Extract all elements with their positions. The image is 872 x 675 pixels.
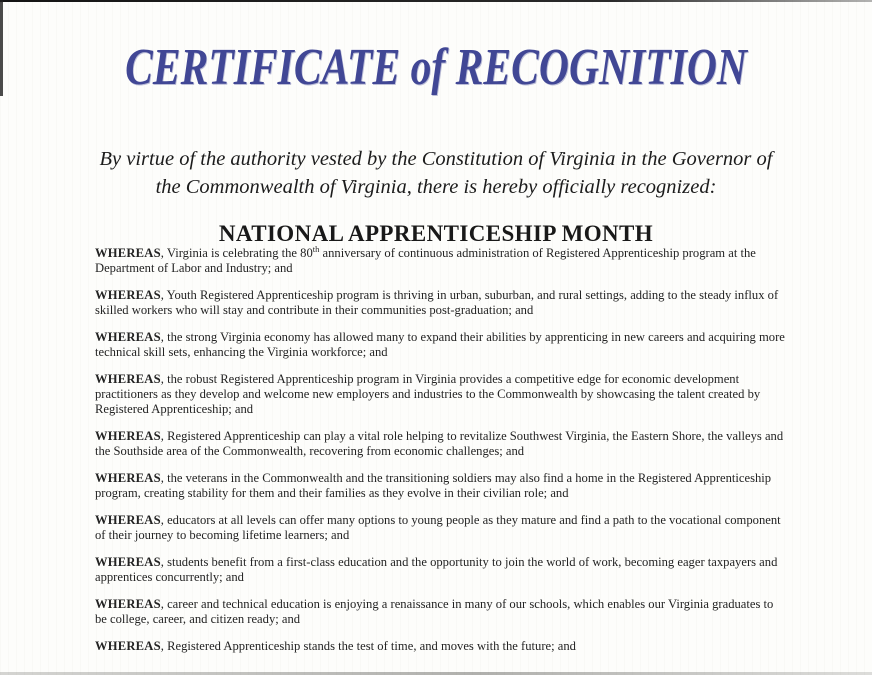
preamble bbox=[0, 145, 872, 201]
whereas-paragraph: WHEREAS, the strong Virginia economy has allowed many to expand their abilities by apprenticing in new careers and acquiring more technical skill sets, enhancing the Virginia workforce; and bbox=[95, 330, 785, 359]
whereas-paragraph: WHEREAS, the veterans in the Commonwealth and the transitioning soldiers may also find a home in the Registered Apprenticeship program, creating stability for them and their families as they evolve in their civilian role; and bbox=[95, 471, 772, 500]
whereas-paragraph: WHEREAS, career and technical education is enjoying a renaissance in many of our schools, which enables our Virginia graduates to be college, career, and citizen ready; and bbox=[95, 597, 774, 626]
whereas-lead: WHEREAS bbox=[95, 513, 161, 527]
whereas-paragraph: WHEREAS, students benefit from a first-class education and the opportunity to join the world of work, becoming eager taxpayers and apprentices concurrently; and bbox=[95, 555, 778, 584]
recognition-heading: NATIONAL APPRENTICESHIP MONTH bbox=[218, 221, 654, 247]
whereas-lead: WHEREAS bbox=[95, 246, 161, 260]
ordinal-superscript: th bbox=[312, 243, 320, 254]
whereas-lead: WHEREAS bbox=[95, 639, 161, 653]
whereas-paragraph: WHEREAS, educators at all levels can offer many options to young people as they mature and find a path to the vocational component of their journey to becoming lifetime learners; and bbox=[95, 513, 781, 542]
whereas-paragraph: WHEREAS, Registered Apprenticeship can play a vital role helping to revitalize Southwest Virginia, the Eastern Shore, the valleys and the Southside area of the Commonwealth, recovering from economic challenges; and bbox=[95, 429, 784, 458]
whereas-lead: WHEREAS bbox=[95, 555, 161, 569]
scan-left-edge bbox=[0, 0, 3, 96]
certificate-title: CERTIFICATE of RECOGNITION bbox=[125, 38, 747, 96]
whereas-paragraph: WHEREAS, Virginia is celebrating the 80th anniversary of continuous administration of Registered Apprenticeship program at the Department of Labor and Industry; and bbox=[95, 243, 756, 275]
whereas-lead: WHEREAS bbox=[95, 288, 161, 302]
whereas-paragraph: WHEREAS, Youth Registered Apprenticeship program is thriving in urban, suburban, and rural settings, adding to the steady influx of skilled workers who will stay and contribute in their communities post-graduation; and bbox=[95, 288, 779, 317]
whereas-lead: WHEREAS bbox=[95, 471, 161, 485]
whereas-lead: WHEREAS bbox=[95, 597, 161, 611]
scan-top-edge bbox=[0, 0, 872, 2]
whereas-lead: WHEREAS bbox=[95, 429, 161, 443]
whereas-paragraph: WHEREAS, the robust Registered Apprenticeship program in Virginia provides a competitive edge for economic development practitioners as they develop and welcome new employers and industries to the Commonwealth by showcasing the talent created by Registered Apprenticeship; and bbox=[95, 372, 761, 416]
whereas-paragraphs bbox=[95, 243, 788, 666]
whereas-lead: WHEREAS bbox=[95, 330, 161, 344]
preamble-line-1: By virtue of the authority vested by the Constitution of Virginia in the Governor of bbox=[99, 148, 773, 170]
whereas-paragraph: WHEREAS, Registered Apprenticeship stands the test of time, and moves with the future; and bbox=[95, 639, 576, 653]
preamble-line-2: the Commonwealth of Virginia, there is hereby officially recognized: bbox=[155, 176, 717, 198]
whereas-lead: WHEREAS bbox=[95, 372, 161, 386]
